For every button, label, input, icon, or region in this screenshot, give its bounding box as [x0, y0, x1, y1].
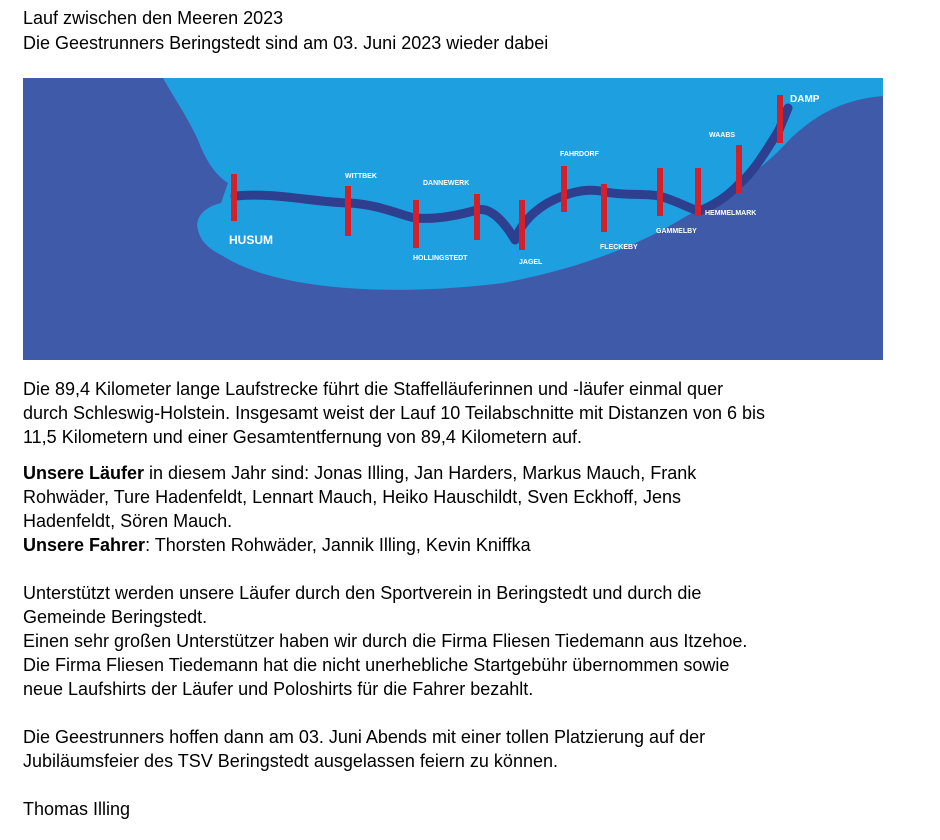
- event-subtitle: Die Geestrunners Beringstedt sind am 03. Juni 2023 wieder dabei: [23, 33, 549, 53]
- runners-line: [23, 461, 923, 485]
- label-gammelby: GAMMELBY: [656, 228, 697, 235]
- marker-hemmelmark: [695, 168, 701, 216]
- marker-dannewerk: [474, 194, 480, 240]
- marker-gammelby: [657, 168, 663, 216]
- drivers-text: : Thorsten Rohwäder, Jannik Illing, Kevin Kniffka: [145, 535, 531, 555]
- marker-hollingstedt: [413, 200, 419, 248]
- label-fahrdorf: FAHRDORF: [560, 151, 599, 158]
- runners-line: Hadenfeldt, Sören Mauch.: [23, 511, 233, 531]
- support-line: neue Laufshirts der Läufer und Poloshirts für die Fahrer bezahlt.: [23, 679, 534, 699]
- support-line: Unterstützt werden unsere Läufer durch den Sportverein in Beringstedt und durch die: [23, 583, 702, 603]
- label-jagel: JAGEL: [519, 259, 543, 266]
- article-body: [23, 377, 923, 821]
- route-map: [23, 78, 883, 360]
- label-husum: HUSUM: [229, 233, 273, 247]
- label-hollingstedt: HOLLINGSTEDT: [413, 255, 468, 262]
- support-line: Die Firma Fliesen Tiedemann hat die nicht unerhebliche Startgebühr übernommen sowie: [23, 655, 730, 675]
- label-hemmelmark: HEMMELMARK: [705, 210, 757, 217]
- runners-line: Rohwäder, Ture Hadenfeldt, Lennart Mauch, Heiko Hauschildt, Sven Eckhoff, Jens: [23, 487, 682, 507]
- marker-wittbek: [345, 186, 351, 236]
- route-paragraph-line: Die 89,4 Kilometer lange Laufstrecke führt die Staffelläuferinnen und -läufer einmal quer: [23, 379, 724, 399]
- hope-line: Jubiläumsfeier des TSV Beringstedt ausgelassen feiern zu können.: [23, 751, 558, 771]
- route-paragraph-line: 11,5 Kilometern und einer Gesamtentfernung von 89,4 Kilometern auf.: [23, 427, 583, 447]
- route-map-graphic: [23, 78, 883, 360]
- label-wittbek: WITTBEK: [345, 173, 377, 180]
- header: [23, 6, 548, 56]
- label-damp: DAMP: [790, 94, 820, 105]
- label-fleckeby: FLECKEBY: [600, 244, 638, 251]
- marker-husum: [231, 174, 237, 221]
- marker-fahrdorf: [561, 166, 567, 212]
- label-waabs: WAABS: [709, 132, 736, 139]
- marker-waabs: [736, 145, 742, 193]
- marker-damp: [777, 95, 783, 143]
- runners-label: Unsere Läufer: [23, 463, 145, 483]
- drivers-line: [23, 533, 923, 557]
- event-title: Lauf zwischen den Meeren 2023: [23, 8, 284, 28]
- label-dannewerk: DANNEWERK: [423, 180, 470, 187]
- runners-text: in diesem Jahr sind: Jonas Illing, Jan Harders, Markus Mauch, Frank: [144, 463, 697, 483]
- drivers-label: Unsere Fahrer: [23, 535, 146, 555]
- support-line: Einen sehr großen Unterstützer haben wir durch die Firma Fliesen Tiedemann aus Itzehoe.: [23, 631, 748, 651]
- route-paragraph-line: durch Schleswig-Holstein. Insgesamt weist der Lauf 10 Teilabschnitte mit Distanzen von 6 bis: [23, 403, 766, 423]
- signature: Thomas Illing: [23, 799, 131, 819]
- marker-fleckeby: [601, 184, 607, 232]
- marker-jagel: [519, 200, 525, 250]
- support-line: Gemeinde Beringstedt.: [23, 607, 208, 627]
- hope-line: Die Geestrunners hoffen dann am 03. Juni Abends mit einer tollen Platzierung auf der: [23, 727, 706, 747]
